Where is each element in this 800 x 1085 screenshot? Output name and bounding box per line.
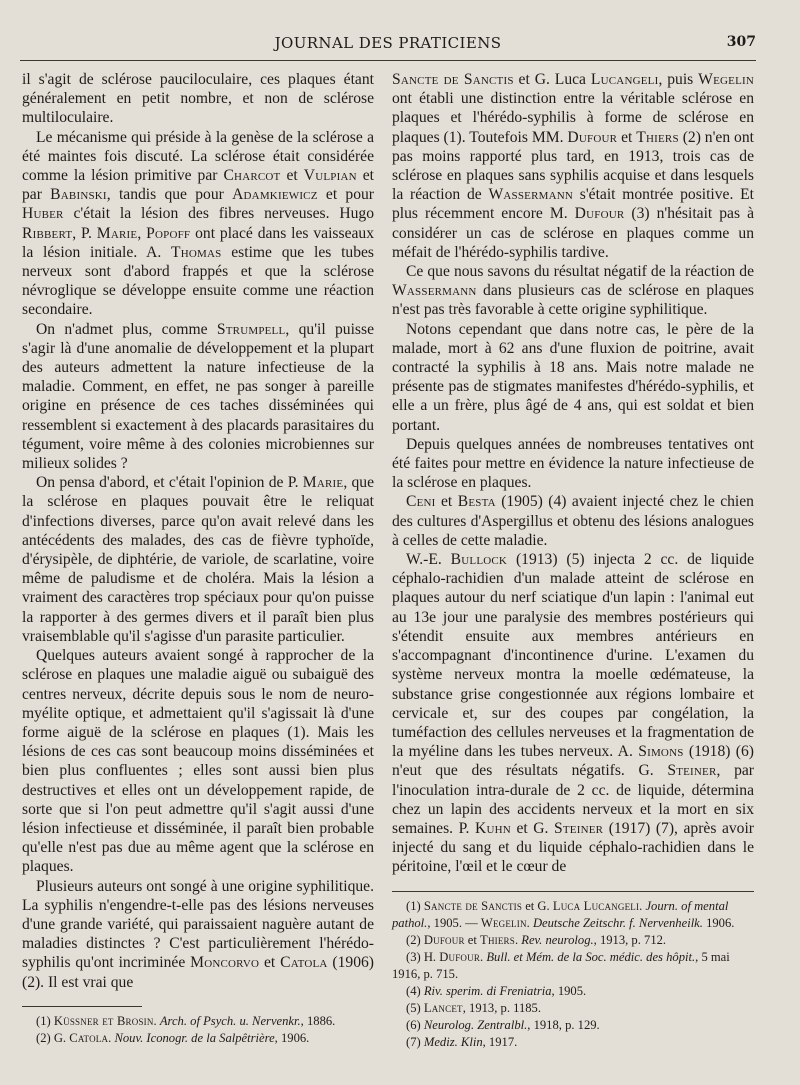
footnote: (3) H. Dufour. Bull. et Mém. de la Soc. médic. des hôpit., 5 mai 1916, p. 715. xyxy=(392,949,730,981)
footnote: (2) Dufour et Thiers. Rev. neurolog., 1913, p. 712. xyxy=(406,932,667,947)
footnote: (1) Küssner et Brosin. Arch. of Psych. u. Nervenkr., 1886. xyxy=(36,1013,336,1028)
footnote: (6) Neurolog. Zentralbl., 1918, p. 129. xyxy=(406,1017,600,1032)
paragraph: Plusieurs auteurs ont songé à une origine syphilitique. La syphilis n'engendre-t-elle pas des lésions nerveuses d'une grande variété, qui paraissaient naguère autant de maladies distinctes ? C'est particulièrement l'hérédo-syphilis qu'ont incriminée Moncorvo et Catola (1906) (2). Il est vrai que xyxy=(22,877,374,991)
paragraph: On pensa d'abord, et c'était l'opinion de P. Marie, que la sclérose en plaques pouvait être le reliquat d'infections diverses, parce qu'on avait relevé dans les antécédents des malades, des cas de fièvre typhoïde, d'érysipèle, de diphtérie, de variole, de scarlatine, voire même de paludisme et de choléra. Mais la lésion a vraiment des caractères trop spéciaux pour qu'on puisse la rapporter à des germes divers et il paraît bien plus vraisemblable qu'il s'agisse d'un parasite particulier. xyxy=(22,474,374,645)
left-column xyxy=(22,70,374,1047)
paragraph: Depuis quelques années de nombreuses tentatives ont été faites pour mettre en évidence la nature infectieuse de la sclérose en plaques. xyxy=(392,435,754,492)
right-column xyxy=(392,70,754,1051)
paragraph: Le mécanisme qui préside à la genèse de la sclérose a été maintes fois discuté. La sclérose était considérée comme la lésion primitive par Charcot et Vulpian et par Babinski, tandis que pour Adamkiewicz et pour Huber c'était la lésion des fibres nerveuses. Hugo Ribbert, P. Marie, Popoff ont placé dans les vaisseaux la lésion initiale. A. Thomas estime que les tubes nerveux sont d'abord frappés et que la sclérose névroglique se développe ensuite comme une réaction secondaire. xyxy=(22,128,375,319)
paragraph: Ceni et Besta (1905) (4) avaient injecté chez le chien des cultures d'Aspergillus et obtenu des lésions analogues à celles de cette maladie. xyxy=(392,493,754,549)
footnote: (2) G. Catola. Nouv. Iconogr. de la Salpêtrière, 1906. xyxy=(36,1030,310,1045)
footnote: (7) Mediz. Klin, 1917. xyxy=(406,1034,518,1049)
page-header xyxy=(20,32,756,56)
footnote-rule xyxy=(392,891,754,892)
running-title: JOURNAL DES PRATICIENS xyxy=(274,34,502,52)
footnote: (5) Lancet, 1913, p. 1185. xyxy=(406,1000,541,1015)
paragraph: On n'admet plus, comme Strumpell, qu'il puisse s'agir là d'une anomalie de développement et la plupart des auteurs admettent la nature infectieuse de la maladie. Comment, en effet, ne pas songer à pareille origine en présence de ces taches disséminées qui ressemblent si exactement à des placards parasitaires du tégument, voire même à des colonies microbiennes sur milieux solides ? xyxy=(22,320,374,473)
paragraph: Quelques auteurs avaient songé à rapprocher de la sclérose en plaques une maladie aiguë ou subaiguë des centres nerveux, décrite depuis sous le nom de neuro-myélite optique, et admettaient qu'il s'agissait là d'une forme aiguë de la sclérose en plaques (1). Mais les lésions de ces cas sont beaucoup moins disséminées et bien plus confluentes ; elles sont aussi bien plus destructives et elles ont un développement rapide, de sorte que si l'on peut admettre qu'il s'agit aussi d'une lésion infectieuse et disséminée, il paraît bien probable qu'elle n'est pas due au même agent que la sclérose en plaques. xyxy=(22,647,374,876)
page-number: 307 xyxy=(726,34,756,50)
paragraph: Notons cependant que dans notre cas, le père de la malade, mort à 62 ans d'une fluxion de poitrine, avait contracté la syphilis à 18 ans. Mais notre malade ne présente pas de stigmates manifestes d'hérédo-syphilis, et elle a un frère, plus âgé de 4 ans, qui est soldat et bien portant. xyxy=(392,320,754,434)
paragraph: Sancte de Sanctis et G. Luca Lucangeli, puis Wegelin ont établi une distinction entre la véritable sclérose en plaques et l'hérédo-syphilis à forme de sclérose en plaques (1). Toutefois MM. Dufour et Thiers (2) n'en ont pas moins rapporté plus tard, en 1913, trois cas de sclérose en plaques sans syphilis acquise et dans lesquels la réaction de Wassermann s'était montrée positive. Et plus récemment encore M. Dufour (3) n'hésitait pas à considérer un cas de sclérose en plaques comme un méfait de l'hérédo-syphilis tardive. xyxy=(392,71,754,261)
footnote: (1) Sancte de Sanctis et G. Luca Lucangeli. Journ. of mental pathol., 1905. — Wegelin. Deutsche Zeitschr. f. Nervenheilk. 1906. xyxy=(392,898,735,930)
paragraph: il s'agit de sclérose pauciloculaire, ces plaques étant généralement en petit nombre, et non de sclérose multiloculaire. xyxy=(22,71,374,127)
paragraph: Ce que nous savons du résultat négatif de la réaction de Wassermann dans plusieurs cas de sclérose en plaques n'est pas très favorable à cette origine syphilitique. xyxy=(392,263,754,319)
footnote-rule xyxy=(22,1006,142,1007)
paragraph: W.-E. Bullock (1913) (5) injecta 2 cc. de liquide céphalo-rachidien d'un malade atteint de sclérose en plaques autour du nerf sciatique d'un lapin : l'animal eut au 13e jour une paralysie des membres postérieurs qui s'étendit ensuite aux membres antérieurs en s'accompagnant d'incontinence d'urine. L'examen du système nerveux montra la moelle œdémateuse, la substance grise congestionnée aux régions lombaire et cervicale et, sur des coupes par congélation, la tuméfaction des cellules nerveuses et la fragmentation de la myéline dans les tubes nerveux. A. Simons (1918) (6) n'eut que des résultats négatifs. G. Steiner, par l'inoculation intra-durale de 2 cc. de liquide, détermina chez un lapin des accidents nerveux et la mort en six semaines. P. Kuhn et G. Steiner (1917) (7), après avoir injecté du sang et du liquide céphalo-rachidien dans le péritoine, l'œil et le cœur de xyxy=(392,551,755,876)
header-rule xyxy=(20,60,756,61)
footnote: (4) Riv. sperim. di Freniatria, 1905. xyxy=(406,983,587,998)
